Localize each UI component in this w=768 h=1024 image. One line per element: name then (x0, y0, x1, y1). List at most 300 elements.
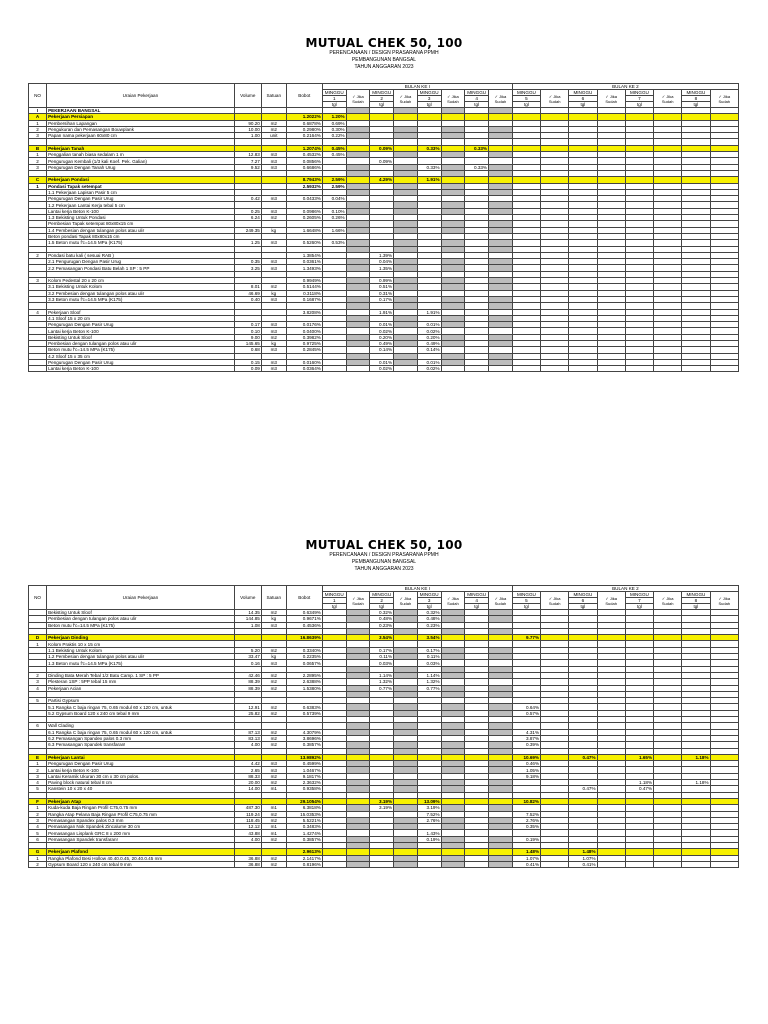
cell-minggu-2: 1.39% (370, 252, 394, 258)
col-header-no: NO (29, 586, 47, 610)
report-subtitle-2: PEMBANGUNAN BANGSAL (351, 559, 417, 565)
cell-satuan: m2 (261, 773, 286, 779)
report-subtitle-1: PERENCANAAN / DESIGN PRASARANA PPMH (329, 552, 439, 558)
cell-minggu-6: 1.48% (569, 849, 597, 855)
cell-check[interactable] (710, 366, 738, 372)
cell-minggu-8: 1.18% (682, 780, 710, 786)
cell-uraian: 1.2 Pembesian dengan tulangan polos atau ulir (47, 654, 235, 660)
cell-minggu-5: 9.77% (512, 635, 540, 641)
cell-bobot: 2.6388% (286, 679, 322, 685)
cell-minggu-5 (512, 366, 540, 372)
cell-bobot: 1.5380% (286, 685, 322, 691)
col-header-check (654, 592, 682, 610)
check-label: Sudah (661, 600, 674, 606)
cell-minggu-3: 0.19% (417, 836, 441, 842)
cell-minggu-4 (465, 861, 489, 867)
cell-uraian: Pembesian Tapak setempat 80x80x15 cm (47, 221, 235, 227)
cell-bobot: 0.0433% (286, 196, 322, 202)
cell-satuan: m2 (261, 672, 286, 678)
cell-satuan: m3 (261, 767, 286, 773)
cell-uraian: Pemasangan Spandek transfaran! (47, 836, 235, 842)
col-header-week-number: 5 (512, 96, 540, 102)
cell-minggu-3: 0.01% (417, 322, 441, 328)
col-header-tgl: tgl (322, 102, 346, 108)
col-header-week-number: 1 (322, 598, 346, 604)
cell-bobot: 0.3340% (286, 647, 322, 653)
col-header-uraian: Uraian Pekerjaan (47, 586, 235, 610)
cell-check[interactable] (710, 861, 738, 867)
col-header-no: NO (29, 84, 47, 108)
cell-satuan: m1 (261, 824, 286, 830)
cell-no: B (29, 145, 47, 151)
cell-minggu-1: 0.10% (322, 208, 346, 214)
cell-check[interactable] (346, 861, 370, 867)
cell-no: 2 (29, 861, 47, 867)
cell-bobot: 0.6878% (286, 120, 322, 126)
cell-uraian: 2.1 Pengurugan Dengan Pasir Urug (47, 259, 235, 265)
cell-satuan: m3 (261, 322, 286, 328)
cell-minggu-5: 0.46% (512, 761, 540, 767)
cell-minggu-1: 1.66% (322, 227, 346, 233)
cell-uraian: Pekerjaan Dinding (47, 635, 235, 641)
cell-uraian: 1.3 Beton mutu f'c=14.5 MPa (K175) (47, 660, 235, 666)
check-label: Sudah (494, 98, 507, 104)
cell-volume: 36.88 (234, 855, 261, 861)
cell-minggu-2: 0.01% (370, 359, 394, 365)
cell-minggu-3: 1.91% (417, 177, 441, 183)
cell-minggu-5: 0.39% (512, 742, 540, 748)
cell-satuan: m3 (261, 164, 286, 170)
cell-uraian: 5.2 Gypsum Board 120 x 240 cm tebal 9 mm (47, 710, 235, 716)
cell-minggu-1: 0.53% (322, 240, 346, 246)
col-header-check (441, 592, 465, 610)
cell-bobot: 16.8639% (286, 635, 322, 641)
cell-volume: 118.45 (234, 817, 261, 823)
table-row (29, 861, 739, 867)
cell-volume: 83.13 (234, 735, 261, 741)
cell-minggu-3: 0.01% (417, 359, 441, 365)
cell-bobot: 1.3493% (286, 265, 322, 271)
col-header-week-number: 3 (417, 598, 441, 604)
cell-volume: 88.39 (234, 679, 261, 685)
cell-minggu-2: 0.48% (370, 616, 394, 622)
col-header-check (710, 592, 738, 610)
cell-check[interactable] (394, 861, 418, 867)
cell-minggu-2: 0.09% (370, 145, 394, 151)
col-header-check (597, 90, 625, 108)
cell-minggu-7: 1.65% (625, 754, 653, 760)
cell-minggu-5: 1.48% (512, 849, 540, 855)
col-header-volume: Volume (234, 586, 261, 610)
cell-uraian: 5.1 Rangka C baja ringan 75, 0.65 modul 60 x 120 cm, untuk (47, 704, 235, 710)
cell-uraian: Pengukuran dan Pemasangan Bouwplank (47, 126, 235, 132)
cell-uraian: Pondasi batu kali ( sesuai RAB ) (47, 252, 235, 258)
cell-volume: 36.88 (234, 861, 261, 867)
cell-check[interactable] (541, 366, 569, 372)
col-header-minggu: MINGGU (682, 90, 710, 96)
cell-uraian: 6.2 Pemasangan Spandex palos 0.3 mm (47, 735, 235, 741)
cell-satuan: m2 (261, 861, 286, 867)
check-label: Sudah (718, 98, 731, 104)
schedule-table (28, 585, 739, 868)
col-header-week-number: 8 (682, 598, 710, 604)
cell-uraian: Bekisting Untuk Sloof (47, 334, 235, 340)
cell-satuan: m2 (261, 780, 286, 786)
cell-uraian: Pemasangan Lisplank GRC 8 x 200 mm (47, 830, 235, 836)
cell-minggu-2: 0.02% (370, 328, 394, 334)
col-header-bulan-2: BULAN KE 2 (512, 586, 738, 592)
cell-volume: 46.69 (234, 290, 261, 296)
cell-minggu-5: 9.18% (512, 773, 540, 779)
cell-bobot: 1.6648% (286, 227, 322, 233)
cell-minggu-3: 0.33% (417, 164, 441, 170)
cell-minggu-2: 0.32% (370, 610, 394, 616)
cell-no: 6 (29, 836, 47, 842)
cell-satuan: m3 (261, 359, 286, 365)
cell-minggu-2: 0.09% (370, 158, 394, 164)
cell-minggu-2: 0.51% (370, 284, 394, 290)
cell-minggu-3: 0.02% (417, 328, 441, 334)
cell-uraian: Pemasangan Spandex palos 0.3 mm (47, 817, 235, 823)
check-label: Sudah (661, 98, 674, 104)
check-label: Sudah (605, 600, 617, 606)
cell-minggu-4 (465, 366, 489, 372)
cell-satuan: m2 (261, 710, 286, 716)
col-header-tgl: tgl (417, 102, 441, 108)
cell-bobot: 0.5739% (286, 710, 322, 716)
cell-minggu-2: 0.01% (370, 322, 394, 328)
cell-satuan: m2 (261, 685, 286, 691)
cell-volume: 7.27 (234, 158, 261, 164)
cell-satuan: kg (261, 290, 286, 296)
cell-satuan: unit (261, 133, 286, 139)
cell-minggu-8 (682, 861, 710, 867)
cell-bobot: 0.0364% (286, 366, 322, 372)
cell-uraian: Pembesian dengan tulangan polos atau ulir (47, 340, 235, 346)
cell-minggu-3: 0.14% (417, 347, 441, 353)
cell-check[interactable] (441, 861, 465, 867)
cell-satuan: m2 (261, 610, 286, 616)
cell-bobot: 1.2022% (286, 114, 322, 120)
cell-bobot: 8.7943% (286, 177, 322, 183)
cell-minggu-7: 0.47% (625, 786, 653, 792)
cell-check[interactable] (654, 861, 682, 867)
report-subtitle-2: PEMBANGUNAN BANGSAL (351, 57, 417, 63)
col-header-week-number: 4 (465, 598, 489, 604)
cell-uraian: Pembersihan Lapangan (47, 120, 235, 126)
cell-minggu-3: 3.19% (417, 805, 441, 811)
col-header-week-number: 2 (370, 598, 394, 604)
cell-check[interactable] (489, 366, 513, 372)
cell-check[interactable] (346, 366, 370, 372)
cell-volume: 90.20 (234, 120, 261, 126)
cell-volume: 0.40 (234, 296, 261, 302)
cell-minggu-3: 1.91% (417, 309, 441, 315)
col-header-tgl: tgl (370, 604, 394, 610)
cell-no: G (29, 849, 47, 855)
cell-volume: 0.15 (234, 359, 261, 365)
cell-bobot: 0.4532% (286, 152, 322, 158)
cell-minggu-3: 7.52% (417, 811, 441, 817)
check-label: Sudah (548, 98, 561, 104)
cell-uraian: Pekerjaan Plafond (47, 849, 235, 855)
cell-minggu-5: 1.07% (512, 855, 540, 861)
col-header-minggu: MINGGU (465, 90, 489, 96)
col-header-week-number: 6 (569, 96, 597, 102)
col-header-check (394, 90, 418, 108)
cell-bobot: 0.9358% (286, 786, 322, 792)
cell-volume: 25.82 (234, 710, 261, 716)
col-header-minggu: MINGGU (370, 592, 394, 598)
cell-uraian: Lantai kerja Beton K-100 (47, 208, 235, 214)
cell-bobot: 0.3857% (286, 836, 322, 842)
cell-volume: 0.68 (234, 347, 261, 353)
cell-check[interactable] (441, 366, 465, 372)
cell-bobot: 0.4536% (286, 622, 322, 628)
cell-uraian: Lantai Keramik Ukuran 30 cm x 30 cm polos. (47, 773, 235, 779)
cell-bobot: 2.5932% (286, 183, 322, 189)
cell-check[interactable] (654, 366, 682, 372)
check-label: Sudah (352, 98, 364, 104)
check-label: ✓ Jika (494, 595, 507, 601)
cell-minggu-5: 7.52% (512, 811, 540, 817)
cell-volume: 12.83 (234, 152, 261, 158)
col-header-minggu: MINGGU (465, 592, 489, 598)
cell-uraian: Kolom Pedestal 20 x 20 cm (47, 278, 235, 284)
cell-uraian: 1.1 Bekisting Untuk Kolom (47, 647, 235, 653)
cell-bobot: 1.0467% (286, 767, 322, 773)
cell-bobot: 0.0986% (286, 208, 322, 214)
cell-bobot: 0.6383% (286, 704, 322, 710)
cell-volume: 0.42 (234, 196, 261, 202)
cell-minggu-3: 0.77% (417, 685, 441, 691)
cell-no: 4 (29, 824, 47, 830)
cell-satuan: m3 (261, 328, 286, 334)
cell-satuan: m1 (261, 786, 286, 792)
col-header-satuan: Satuan (261, 586, 286, 610)
cell-uraian: Pekerjaan Atap (47, 798, 235, 804)
cell-check[interactable] (597, 861, 625, 867)
check-label: ✓ Jika (605, 93, 617, 99)
cell-bobot: 0.0400% (286, 328, 322, 334)
cell-no: 1 (29, 183, 47, 189)
cell-uraian: 6.1 Rangka C baja ringan 75, 0.65 modul 60 x 120 cm, untuk (47, 729, 235, 735)
cell-minggu-1 (322, 366, 346, 372)
cell-minggu-7 (625, 861, 653, 867)
cell-minggu-3: 0.23% (417, 622, 441, 628)
cell-bobot: 0.1687% (286, 296, 322, 302)
check-label: ✓ Jika (548, 93, 561, 99)
cell-minggu-1: 0.45% (322, 152, 346, 158)
check-label: ✓ Jika (494, 93, 507, 99)
cell-no: 3 (29, 164, 47, 170)
col-header-bulan-2: BULAN KE 2 (512, 84, 738, 90)
cell-uraian: Rangka Plafond Besi Hollow 40.40.0.45, 20.40.0.45 mm (47, 855, 235, 861)
cell-uraian: Pekerjaan Pondasi (47, 177, 235, 183)
cell-bobot: 0.9671% (286, 616, 322, 622)
cell-uraian: Pengurugan Dengan Tanah Urug (47, 164, 235, 170)
col-header-tgl: tgl (569, 604, 597, 610)
cell-no: 5 (29, 786, 47, 792)
cell-minggu-7: 1.18% (625, 780, 653, 786)
cell-bobot: 0.3483% (286, 824, 322, 830)
cell-minggu-5: 2.76% (512, 817, 540, 823)
cell-uraian: 1.1 Pekerjaan Lapisan Pasir 5 cm (47, 189, 235, 195)
cell-check[interactable] (541, 861, 569, 867)
cell-no: 1 (29, 120, 47, 126)
col-header-minggu: MINGGU (322, 90, 346, 96)
check-label: Sudah (352, 600, 364, 606)
cell-bobot: 0.0657% (286, 660, 322, 666)
cell-bobot: 6.3818% (286, 805, 322, 811)
cell-uraian: PEKERJAAN BANGSAL (47, 108, 235, 114)
cell-uraian: Kuda-kuda Baja Ringan Profil C75,0.75 mm (47, 805, 235, 811)
col-header-tgl: tgl (569, 102, 597, 108)
cell-check[interactable] (597, 366, 625, 372)
cell-volume: 20.00 (234, 780, 261, 786)
cell-satuan: m2 (261, 679, 286, 685)
col-header-tgl: tgl (682, 604, 710, 610)
check-label: Sudah (399, 98, 412, 104)
cell-uraian: Bekisting Untuk Sloof (47, 610, 235, 616)
cell-no: 1 (29, 805, 47, 811)
cell-uraian: Gypsum Board 120 x 240 cm tebal 9 mm (47, 861, 235, 867)
cell-uraian: 4.1 Sloof 15 x 20 cm (47, 315, 235, 321)
cell-no: 5 (29, 698, 47, 704)
cell-bobot: 0.0361% (286, 259, 322, 265)
cell-no: 2 (29, 767, 47, 773)
cell-no: 2 (29, 672, 47, 678)
cell-uraian: 1.3 Bekisting Untuk Pondasi (47, 215, 235, 221)
cell-minggu-1 (322, 861, 346, 867)
check-label: ✓ Jika (352, 93, 364, 99)
cell-volume: 88.33 (234, 773, 261, 779)
cell-minggu-1: 0.45% (322, 145, 346, 151)
cell-uraian: Rangka Atap Pelana Baja Ringan Profil C75,0.75 mm (47, 811, 235, 817)
cell-no: 4 (29, 309, 47, 315)
cell-minggu-5: 10.82% (512, 798, 540, 804)
cell-uraian: Pemasangan Nok Spandek Zincalume 30 cm (47, 824, 235, 830)
col-header-week-number: 2 (370, 96, 394, 102)
col-header-week-number: 4 (465, 96, 489, 102)
cell-bobot: 0.2235% (286, 654, 322, 660)
cell-minggu-1: 2.59% (322, 183, 346, 189)
col-header-check (489, 592, 513, 610)
cell-volume: 33.47 (234, 654, 261, 660)
cell-bobot: 2.1417% (286, 855, 322, 861)
cell-no: C (29, 177, 47, 183)
cell-uraian: 2.2 Pemasangan Pondasi Batu Belah 1 SP : 5 PP (47, 265, 235, 271)
col-header-check (346, 592, 370, 610)
cell-minggu-3: 3.54% (417, 635, 441, 641)
cell-satuan: m2 (261, 836, 286, 842)
cell-minggu-6: 0.47% (569, 754, 597, 760)
cell-volume: 0.10 (234, 328, 261, 334)
cell-satuan: m2 (261, 817, 286, 823)
cell-minggu-3: 13.09% (417, 798, 441, 804)
check-label: ✓ Jika (447, 595, 459, 601)
cell-uraian: Lantai kerja Beton K-100 (47, 328, 235, 334)
cell-satuan: m2 (261, 647, 286, 653)
cell-volume: 1.25 (234, 240, 261, 246)
cell-satuan: m2 (261, 742, 286, 748)
cell-uraian: 3.3 Beton mutu f'c=14.5 MPa (K175) (47, 296, 235, 302)
col-header-check (710, 90, 738, 108)
cell-satuan: m2 (261, 215, 286, 221)
cell-uraian: Plesteran 1SP : 5PP tebal 15 mm (47, 679, 235, 685)
check-label: ✓ Jika (447, 93, 459, 99)
cell-satuan: m1 (261, 805, 286, 811)
col-header-minggu: MINGGU (322, 592, 346, 598)
cell-minggu-2: 4.29% (370, 177, 394, 183)
cell-uraian: Wall Clading (47, 723, 235, 729)
cell-volume: 87.13 (234, 729, 261, 735)
cell-check[interactable] (489, 861, 513, 867)
col-header-tgl: tgl (512, 604, 540, 610)
cell-uraian: Kanstein 10 x 20 x 40 (47, 786, 235, 792)
cell-minggu-3: 0.03% (417, 660, 441, 666)
cell-no: A (29, 114, 47, 120)
col-header-tgl: tgl (370, 102, 394, 108)
cell-uraian: Kolom Praktis 10 x 15 cm (47, 641, 235, 647)
cell-no: 3 (29, 679, 47, 685)
cell-minggu-3: 0.32% (417, 610, 441, 616)
col-header-minggu: MINGGU (569, 90, 597, 96)
check-label: ✓ Jika (718, 93, 731, 99)
cell-satuan: m3 (261, 196, 286, 202)
cell-satuan: kg (261, 227, 286, 233)
cell-volume: 0.17 (234, 322, 261, 328)
col-header-bobot: Bobot (286, 586, 322, 610)
cell-check[interactable] (394, 366, 418, 372)
cell-minggu-4: 0.33% (465, 164, 489, 170)
cell-satuan: m2 (261, 704, 286, 710)
cell-satuan: m3 (261, 265, 286, 271)
cell-minggu-4: 0.33% (465, 145, 489, 151)
cell-volume: 42.46 (234, 672, 261, 678)
cell-uraian: Pondasi Tapak setempat (47, 183, 235, 189)
col-header-bobot: Bobot (286, 84, 322, 108)
cell-satuan: kg (261, 616, 286, 622)
cell-uraian: 1.4 Pembesian dengan tulangan polos atau ulir (47, 227, 235, 233)
cell-minggu-2 (370, 861, 394, 867)
cell-minggu-5: 3.87% (512, 735, 540, 741)
cell-volume: 119.24 (234, 811, 261, 817)
cell-satuan: m3 (261, 622, 286, 628)
cell-satuan: m2 (261, 120, 286, 126)
cell-volume: 3.25 (234, 265, 261, 271)
report-title: MUTUAL CHEK 50, 100 (305, 36, 463, 50)
cell-volume: 145.65 (234, 340, 261, 346)
cell-minggu-2: 0.20% (370, 334, 394, 340)
cell-volume: 249.35 (234, 227, 261, 233)
check-label: ✓ Jika (399, 93, 412, 99)
cell-minggu-2: 0.17% (370, 647, 394, 653)
cell-minggu-6 (569, 366, 597, 372)
cell-uraian: Papan nama pekerjaan 60x80 cm (47, 133, 235, 139)
cell-satuan: m2 (261, 284, 286, 290)
check-label: Sudah (447, 600, 459, 606)
cell-bobot: 1.2074% (286, 145, 322, 151)
cell-volume: 144.85 (234, 616, 261, 622)
cell-bobot: 3.8208% (286, 309, 322, 315)
cell-uraian: 3.1 Bekisting Untuk Kolom (47, 284, 235, 290)
col-header-week-number: 3 (417, 96, 441, 102)
cell-bobot: 0.0856% (286, 158, 322, 164)
cell-minggu-3: 0.20% (417, 334, 441, 340)
cell-minggu-2: 0.11% (370, 654, 394, 660)
cell-minggu-2: 0.31% (370, 290, 394, 296)
